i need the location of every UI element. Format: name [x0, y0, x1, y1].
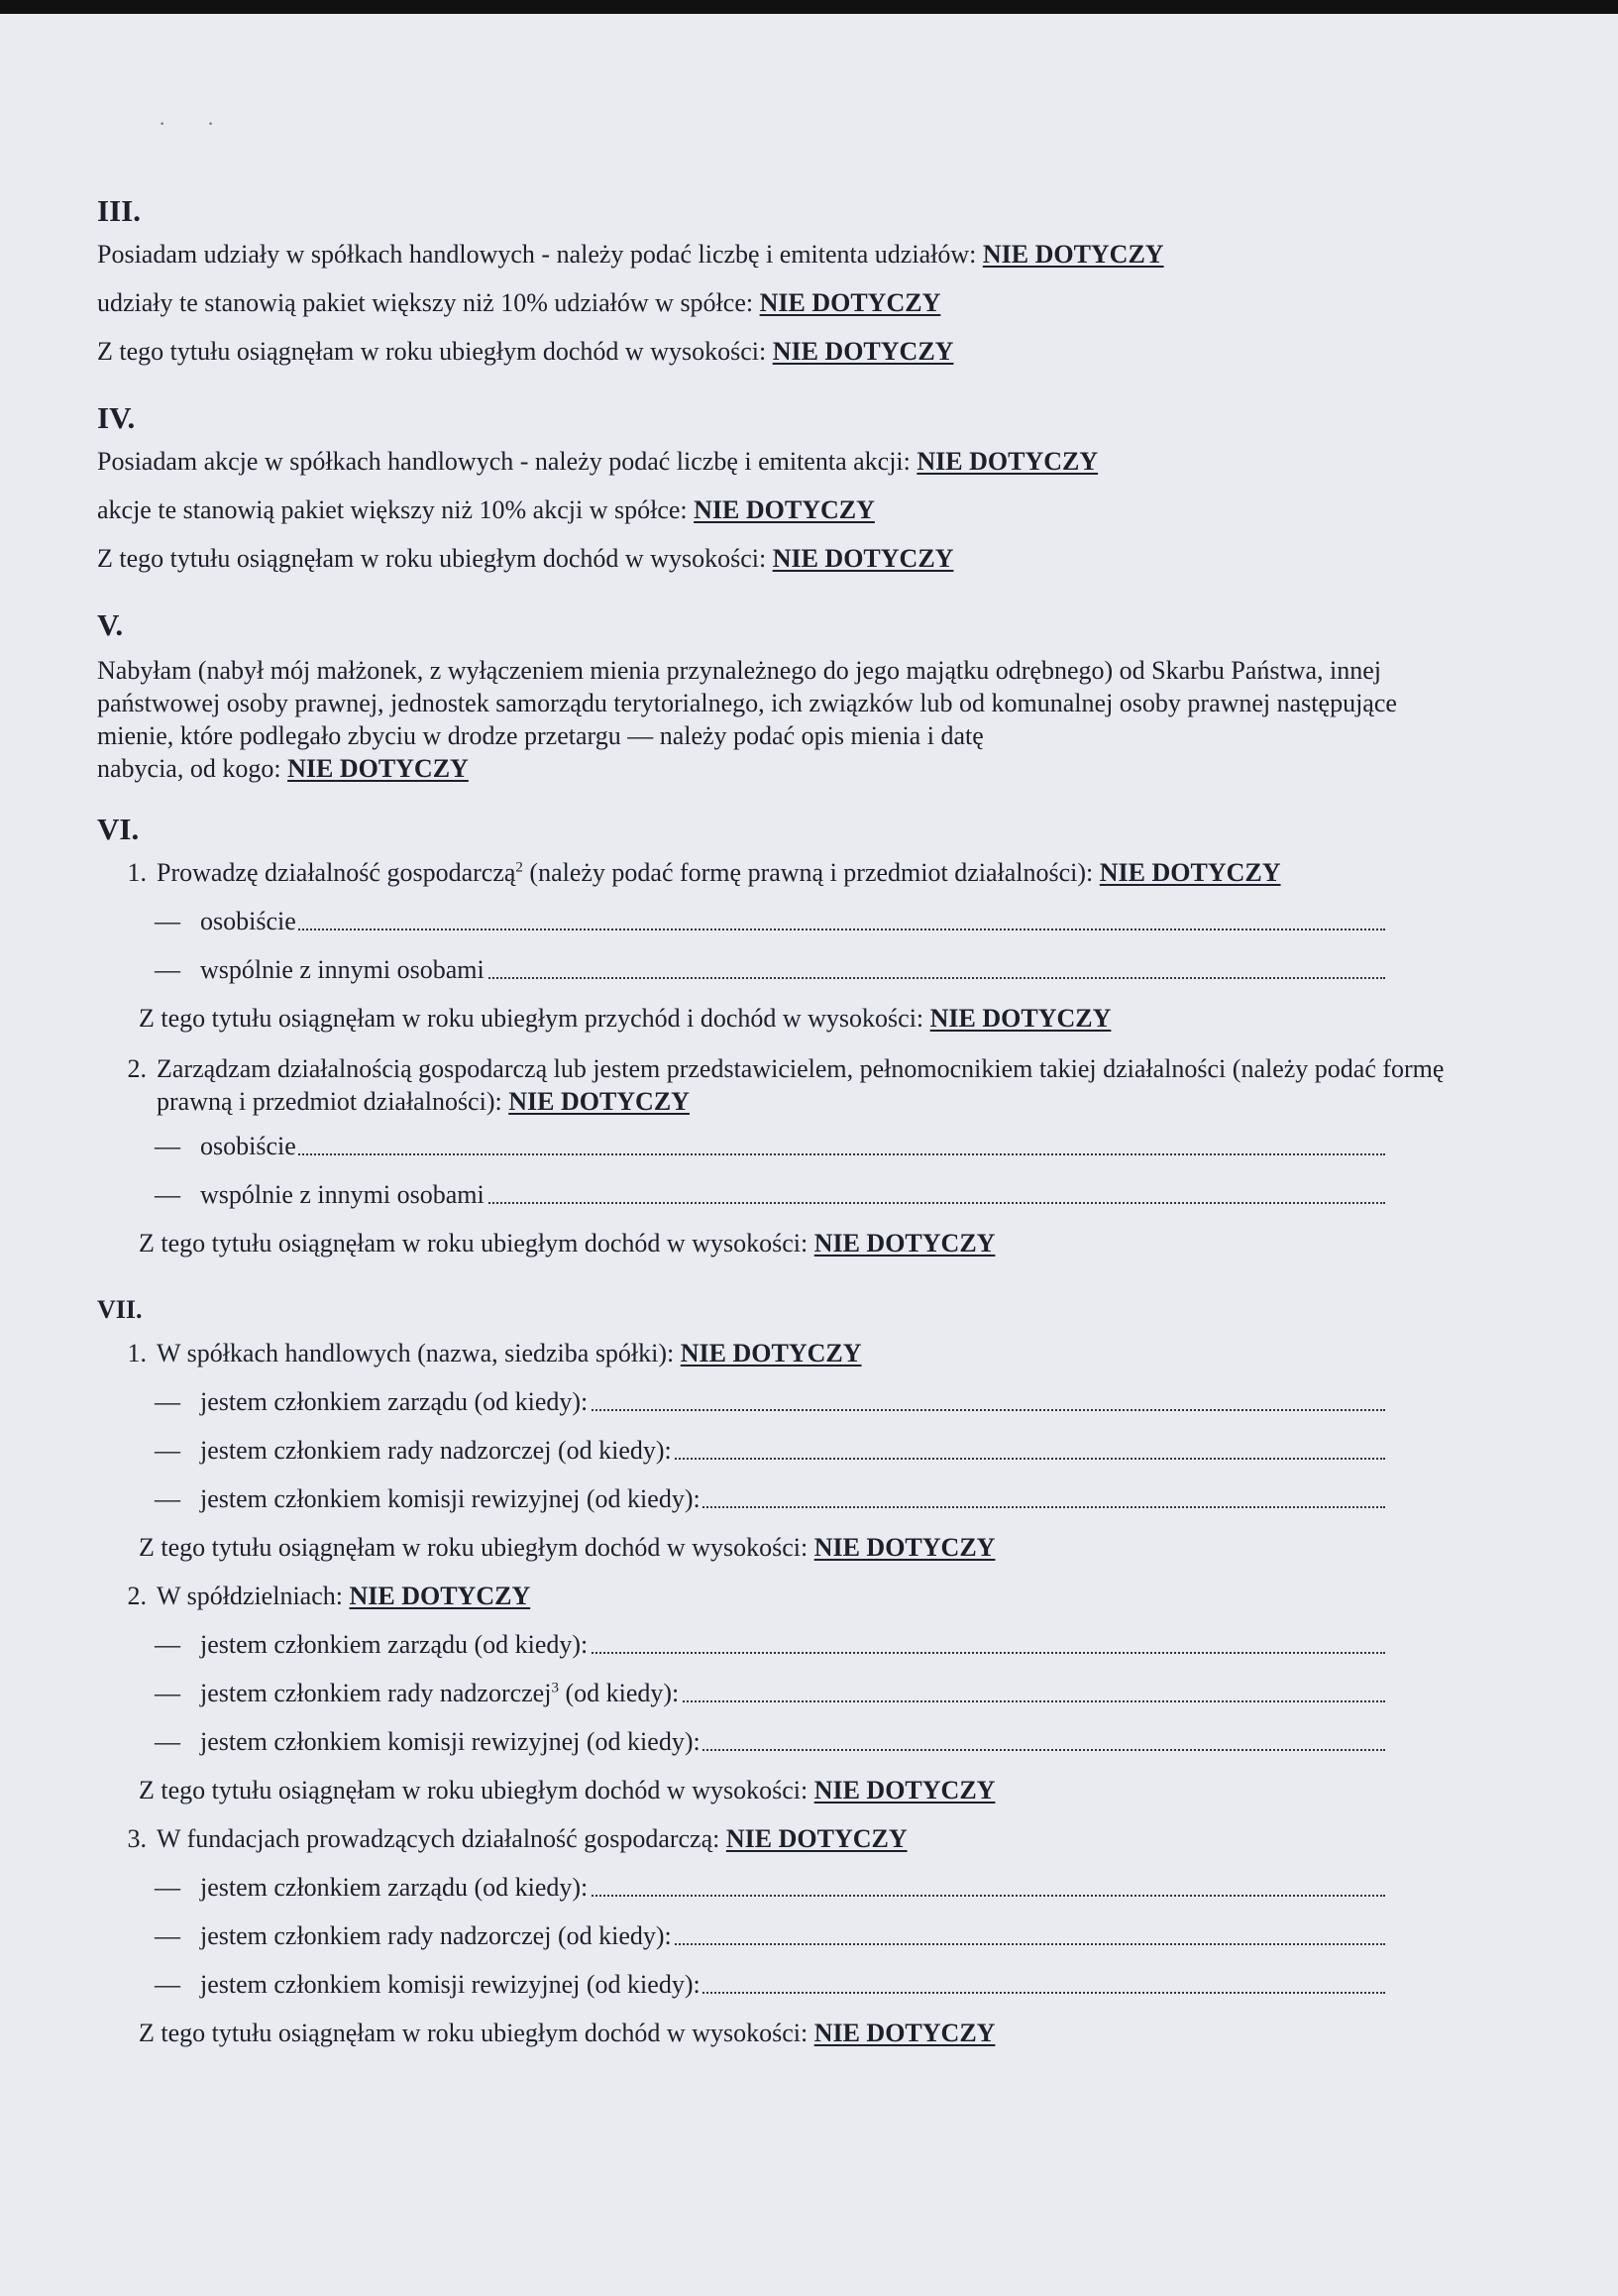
section-vi-item-2-number: 2. — [127, 1054, 147, 1083]
section-vii-item-1-board-row — [97, 1387, 1385, 1436]
section-vi-item-1-personally-row — [97, 907, 1385, 955]
scan-specks: · · — [159, 111, 233, 136]
section-vii-item-2-audit-row — [97, 1727, 1385, 1776]
section-vii-item-1-supervisory-row — [97, 1436, 1385, 1484]
section-vi-item-1-income-text: Z tego tytułu osiągnęłam w roku ubiegłym przychód i dochód w wysokości: — [139, 1004, 924, 1033]
section-vii-item-3-board-row — [97, 1873, 1385, 1921]
section-iii-income-line — [97, 337, 1504, 385]
section-vii-item-3-value: NIE DOTYCZY — [725, 1824, 908, 1853]
section-vii-item-1-income-text: Z tego tytułu osiągnęłam w roku ubiegłym dochód w wysokości: — [139, 1533, 809, 1562]
section-v-line-1: Nabyłam (nabył mój małżonek, z wyłączeniem mienia przynależnego do jego majątku odrębnego) od Skarbu Państwa, innej — [97, 656, 1381, 685]
section-vii-item-2-value: NIE DOTYCZY — [349, 1582, 531, 1610]
section-vii-item-3-audit-row — [97, 1970, 1385, 2019]
section-iv-income-text: Z tego tytułu osiągnęłam w roku ubiegłym dochód w wysokości: — [97, 544, 767, 573]
section-iii-title: III. — [97, 193, 141, 228]
section-iv-package-text: akcje te stanowią pakiet większy niż 10% akcji w spółce: — [97, 495, 688, 524]
section-vi-item-1-value: NIE DOTYCZY — [1099, 858, 1281, 887]
section-vii-item-3-income-line — [97, 2019, 1504, 2067]
section-iii-income-value: NIE DOTYCZY — [772, 337, 954, 366]
section-iii-shares-text: Posiadam udziały w spółkach handlowych - należy podać liczbę i emitenta udziałów: — [97, 240, 977, 269]
dash-bullet: — — [155, 1630, 180, 1659]
section-vi-item-1-text-a: Prowadzę działalność gospodarczą — [157, 858, 516, 887]
dash-bullet: — — [155, 955, 180, 984]
section-iii-income-text: Z tego tytułu osiągnęłam w roku ubiegłym dochód w wysokości: — [97, 337, 767, 366]
section-vi-item-2-personally-label: osobiście — [200, 1132, 296, 1160]
section-vii-item-1 — [97, 1339, 1504, 1387]
dash-bullet: — — [155, 1921, 180, 1950]
section-vii-item-1-board-label: jestem członkiem zarządu (od kiedy): — [200, 1387, 589, 1416]
section-vii-item-1-text: W spółkach handlowych (nazwa, siedziba spółki): — [157, 1339, 675, 1367]
dash-bullet: — — [155, 1180, 180, 1209]
section-vii-item-2-income-text: Z tego tytułu osiągnęłam w roku ubiegłym dochód w wysokości: — [139, 1776, 809, 1804]
section-v-line-4 — [97, 752, 1504, 785]
section-iii-shares-value: NIE DOTYCZY — [982, 240, 1164, 269]
section-vii-item-2-income-line — [97, 1776, 1504, 1824]
footnote-3-marker: 3 — [551, 1680, 559, 1696]
section-vii-item-2-supervisory-row — [97, 1679, 1385, 1727]
section-vii-item-1-income-value: NIE DOTYCZY — [813, 1533, 996, 1562]
section-vii-item-3-income-text: Z tego tytułu osiągnęłam w roku ubiegłym dochód w wysokości: — [139, 2019, 809, 2047]
section-vi-item-1-number: 1. — [127, 858, 147, 887]
section-iii-package-value: NIE DOTYCZY — [759, 288, 941, 317]
dash-bullet: — — [155, 1484, 180, 1513]
section-vi-item-2-text-b: prawną i przedmiot działalności): — [157, 1087, 502, 1116]
section-vii-item-2-number: 2. — [127, 1582, 147, 1610]
section-vi-item-2-income-line — [97, 1229, 1504, 1277]
section-vii-item-3-number: 3. — [127, 1824, 147, 1853]
dash-bullet: — — [155, 1436, 180, 1465]
section-iv-income-value: NIE DOTYCZY — [772, 544, 954, 573]
dash-bullet: — — [155, 1873, 180, 1902]
section-vi-item-1-jointly-row — [97, 955, 1385, 1004]
dotted-fill-line — [200, 1153, 1385, 1155]
scan-top-border — [0, 0, 1618, 14]
section-iv-title: IV. — [97, 400, 136, 435]
section-vi-item-2-text-a: Zarządzam działalnością gospodarczą lub jestem przedstawicielem, pełnomocnikiem takiej działalności (należy podać formę — [157, 1054, 1445, 1083]
section-vii-item-2-board-label: jestem członkiem zarządu (od kiedy): — [200, 1630, 589, 1659]
section-vii-item-2-audit-label: jestem członkiem komisji rewizyjnej (od kiedy): — [200, 1727, 701, 1756]
section-vi-item-2-income-text: Z tego tytułu osiągnęłam w roku ubiegłym dochód w wysokości: — [139, 1229, 809, 1257]
section-v-paragraph — [97, 654, 1504, 785]
section-vi-title: VI. — [97, 812, 140, 846]
section-vii-item-1-income-line — [97, 1533, 1504, 1582]
dash-bullet: — — [155, 1679, 180, 1707]
section-vii-item-3-audit-label: jestem członkiem komisji rewizyjnej (od kiedy): — [200, 1970, 701, 1999]
section-iii-package-text: udziały te stanowią pakiet większy niż 10% udziałów w spółce: — [97, 288, 754, 317]
section-vii-item-1-number: 1. — [127, 1339, 147, 1367]
section-vii-item-3-supervisory-row — [97, 1921, 1385, 1970]
section-v-title: V. — [97, 607, 124, 642]
section-vi-item-2-personally-row — [97, 1132, 1385, 1180]
section-vii-item-2-supervisory-label — [200, 1679, 681, 1708]
section-iv-stocks-line — [97, 447, 1504, 495]
section-iv-package-line — [97, 495, 1504, 544]
section-iii-shares-line — [97, 240, 1504, 288]
document-page — [97, 194, 1504, 2067]
section-v-acquired-value: NIE DOTYCZY — [287, 754, 469, 783]
section-iv-income-line — [97, 544, 1504, 593]
section-vii-item-1-audit-label: jestem członkiem komisji rewizyjnej (od kiedy): — [200, 1484, 701, 1513]
section-v-line-3: mienie, które podlegało zbyciu w drodze przetargu — należy podać opis mienia i datę — [97, 721, 984, 750]
dotted-fill-line — [200, 929, 1385, 930]
section-vi-item-1-income-line — [97, 1004, 1504, 1052]
dash-bullet: — — [155, 907, 180, 935]
section-vii-item-2-supervisory-text-a: jestem członkiem rady nadzorczej — [200, 1679, 552, 1707]
section-vi-item-1-income-value: NIE DOTYCZY — [929, 1004, 1112, 1033]
section-vii-item-1-audit-row — [97, 1484, 1385, 1533]
footnote-2-marker: 2 — [515, 859, 523, 876]
section-vi-item-1-text-b: (należy podać formę prawną i przedmiot działalności): — [529, 858, 1094, 887]
section-vii-item-3-supervisory-label: jestem członkiem rady nadzorczej (od kiedy): — [200, 1921, 672, 1950]
section-vi-item-2-income-value: NIE DOTYCZY — [813, 1229, 996, 1257]
dash-bullet: — — [155, 1727, 180, 1756]
section-iv-package-value: NIE DOTYCZY — [694, 495, 875, 524]
section-vii-item-2-supervisory-text-b: (od kiedy): — [565, 1679, 680, 1707]
section-vii-title: VII. — [97, 1295, 143, 1324]
section-iv-stocks-value: NIE DOTYCZY — [917, 447, 1099, 476]
section-iv-stocks-text: Posiadam akcje w spółkach handlowych - należy podać liczbę i emitenta akcji: — [97, 447, 911, 476]
section-vii-item-2-text: W spółdzielniach: — [157, 1582, 343, 1610]
dash-bullet: — — [155, 1970, 180, 1999]
section-vi-item-1-jointly-label: wspólnie z innymi osobami — [200, 955, 485, 984]
section-iii-package-line — [97, 288, 1504, 337]
section-vi-item-2-value: NIE DOTYCZY — [508, 1087, 690, 1116]
dash-bullet: — — [155, 1132, 180, 1160]
section-vi-item-2-jointly-label: wspólnie z innymi osobami — [200, 1180, 485, 1209]
section-vii-item-3 — [97, 1824, 1504, 1873]
section-vii-item-3-text: W fundacjach prowadzących działalność gospodarczą: — [157, 1824, 720, 1853]
section-vii-item-1-supervisory-label: jestem członkiem rady nadzorczej (od kiedy): — [200, 1436, 672, 1465]
section-vii-item-3-income-value: NIE DOTYCZY — [813, 2019, 996, 2047]
section-vi-item-1 — [97, 858, 1504, 907]
section-vi-item-2-jointly-row — [97, 1180, 1385, 1229]
section-vii-item-2 — [97, 1582, 1504, 1630]
section-vii-item-2-board-row — [97, 1630, 1385, 1679]
section-vii-item-3-board-label: jestem członkiem zarządu (od kiedy): — [200, 1873, 589, 1902]
section-vii-item-1-value: NIE DOTYCZY — [680, 1339, 862, 1367]
section-v-acquired-text: nabycia, od kogo: — [97, 754, 281, 783]
section-v-line-2: państwowej osoby prawnej, jednostek samorządu terytorialnego, ich związków lub od komunalnej osoby prawnej następujące — [97, 689, 1397, 717]
section-vi-item-1-personally-label: osobiście — [200, 907, 296, 935]
section-vi-item-2 — [97, 1052, 1504, 1118]
dash-bullet: — — [155, 1387, 180, 1416]
section-vii-item-2-income-value: NIE DOTYCZY — [813, 1776, 996, 1804]
